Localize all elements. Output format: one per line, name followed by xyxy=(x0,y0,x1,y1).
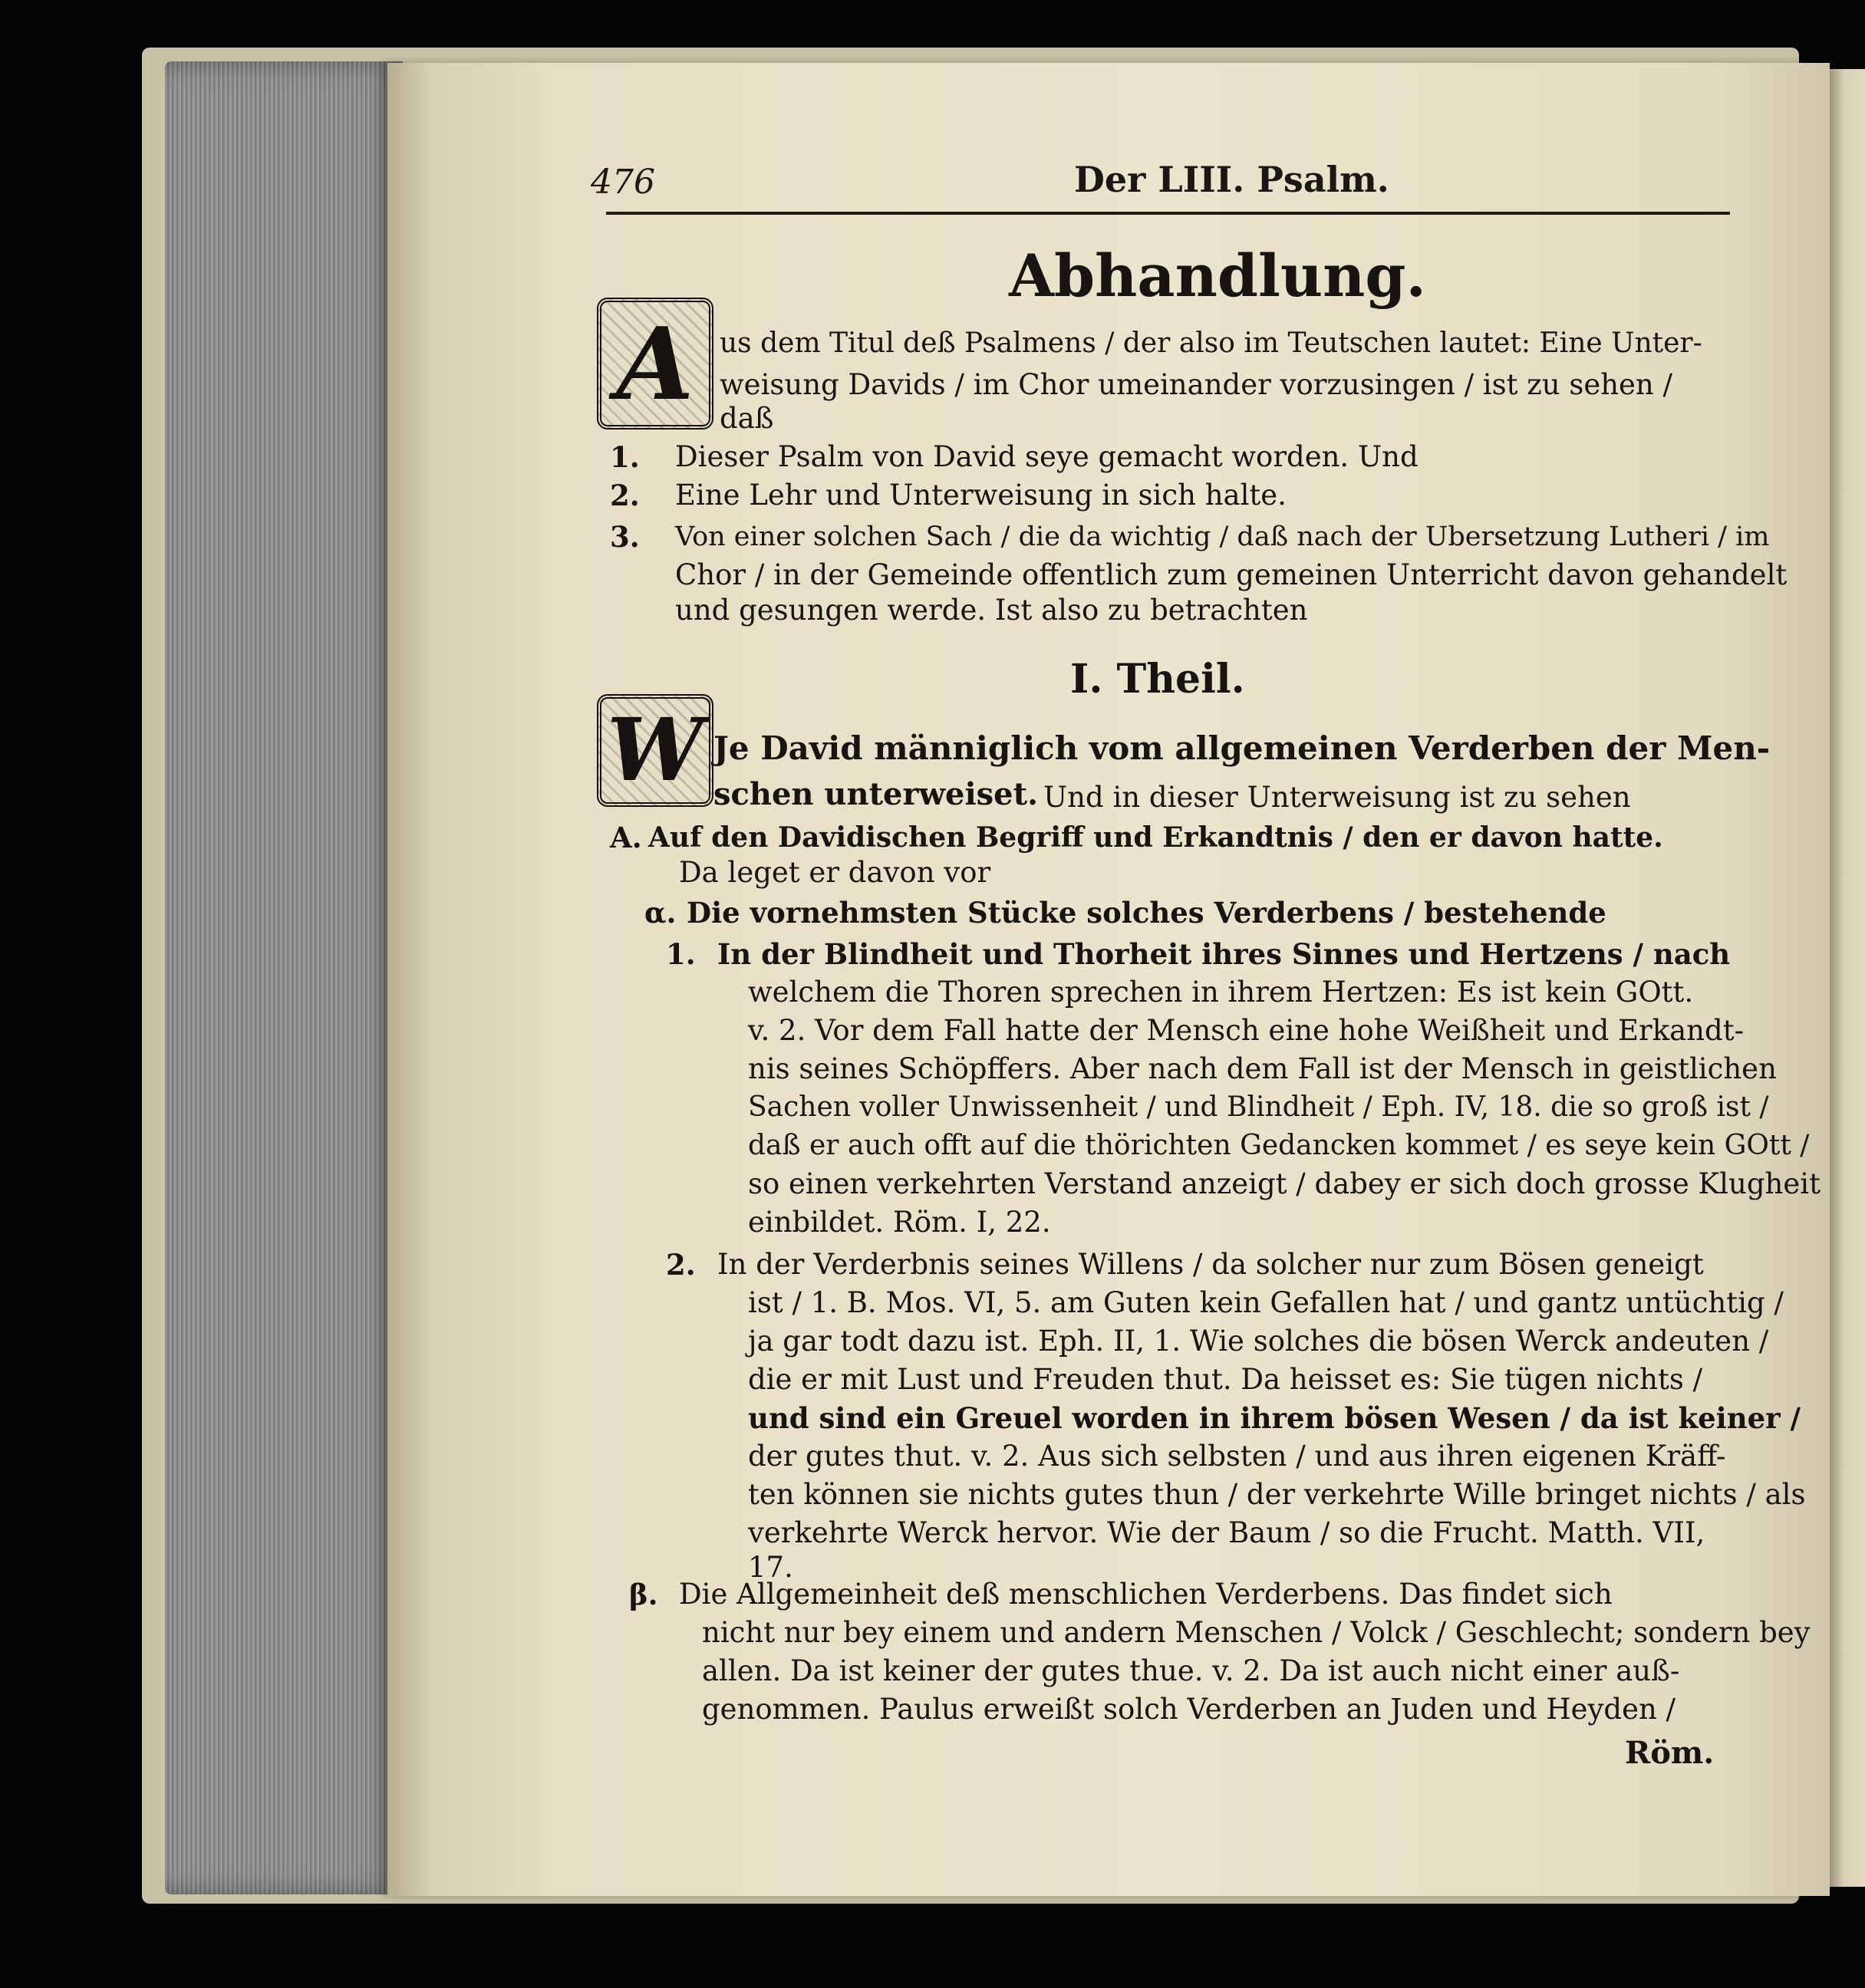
point-number-2: 2. xyxy=(610,479,640,512)
item-1-line-1: In der Blindheit und Thorheit ihres Sinnes und Hertzens / nach xyxy=(717,937,1731,971)
point-3-line-1: Von einer solchen Sach / die da wichtig / daß nach der Ubersetzung Lutheri / im xyxy=(675,522,1770,552)
item-2-line-7: ten können sie nichts gutes thun / der verkehrte Wille bringet nichts / als xyxy=(748,1478,1806,1511)
beta-line-2: nicht nur bey einem und andern Menschen / Volck / Geschlecht; sondern bey xyxy=(702,1616,1811,1649)
a-line-2: Da leget er davon vor xyxy=(679,856,991,889)
item-2-line-2: ist / 1. B. Mos. VI, 5. am Guten kein Gefallen hat / und gantz untüchtig / xyxy=(748,1286,1784,1319)
abhandlung-line-1: us dem Titul deß Psalmens / der also im Teutschen lautet: Eine Unter- xyxy=(720,327,1702,359)
point-3-line-3: und gesungen werde. Ist also zu betrachten xyxy=(675,594,1308,627)
item-1-line-8: einbildet. Röm. I, 22. xyxy=(748,1206,1051,1239)
item-2-line-6: der gutes thut. v. 2. Aus sich selbsten / und aus ihren eigenen Kräff- xyxy=(748,1440,1726,1473)
beta-line-1: Die Allgemeinheit deß menschlichen Verderbens. Das findet sich xyxy=(679,1578,1613,1611)
point-1-line-1: Dieser Psalm von David seye gemacht worden. Und xyxy=(675,440,1419,473)
point-3-line-2: Chor / in der Gemeinde offentlich zum gemeinen Unterricht davon gehandelt xyxy=(675,558,1788,591)
label-a: A. xyxy=(610,821,642,854)
item-1-line-5: Sachen voller Unwissenheit / und Blindheit / Eph. IV, 18. die so groß ist / xyxy=(748,1091,1769,1123)
abhandlung-line-3: daß xyxy=(720,402,774,435)
item-2-line-1: In der Verderbnis seines Willens / da solcher nur zum Bösen geneigt xyxy=(717,1248,1704,1281)
item-2-line-3: ja gar todt dazu ist. Eph. II, 1. Wie solches die bösen Werck andeuten / xyxy=(748,1325,1769,1358)
item-2-line-4: die er mit Lust und Freuden thut. Da heisset es: Sie tügen nichts / xyxy=(748,1363,1703,1396)
item-2-line-8: verkehrte Werck hervor. Wie der Baum / so die Frucht. Matth. VII, xyxy=(748,1516,1705,1549)
item-2-line-9: 17. xyxy=(748,1551,793,1584)
alpha-line: Die vornehmsten Stücke solches Verderbens / bestehende xyxy=(687,896,1606,930)
catchword: Röm. xyxy=(1625,1735,1715,1771)
item-2-line-5: und sind ein Greuel worden in ihrem bösen Wesen / da ist keiner / xyxy=(748,1401,1801,1435)
item-1-line-3: v. 2. Vor dem Fall hatte der Mensch eine hohe Weißheit und Erkandt- xyxy=(748,1014,1745,1047)
point-number-1: 1. xyxy=(610,440,640,474)
abhandlung-line-2: weisung Davids / im Chor umeinander vorzusingen / ist zu sehen / xyxy=(720,368,1672,401)
item-1-line-6: daß er auch offt auf die thörichten Gedancken kommet / es seye kein GOtt / xyxy=(748,1130,1810,1161)
facing-page-edge xyxy=(1830,69,1865,1887)
a-line-1: Auf den Davidischen Begriff und Erkandtnis / den er davon hatte. xyxy=(648,821,1663,854)
item-number-1: 1. xyxy=(666,937,696,971)
beta-line-3: allen. Da ist keiner der gutes thue. v. 2. Da ist auch nicht einer auß- xyxy=(702,1654,1680,1687)
beta-line-4: genommen. Paulus erweißt solch Verderben an Juden und Heyden / xyxy=(702,1693,1676,1726)
item-1-line-2: welchem die Thoren sprechen in ihrem Hertzen: Es ist kein GOtt. xyxy=(748,976,1694,1009)
page-number: 476 xyxy=(591,163,655,202)
label-beta: β. xyxy=(629,1578,658,1611)
decorated-initial-a: A xyxy=(597,298,713,430)
item-1-line-7: so einen verkehrten Verstand anzeigt / dabey er sich doch grosse Klugheit xyxy=(748,1167,1821,1200)
theil-intro-line-1: Je David männiglich vom allgemeinen Verderben der Men- xyxy=(713,729,1771,767)
item-number-2: 2. xyxy=(666,1248,696,1282)
section-title-theil: I. Theil. xyxy=(1070,656,1245,703)
section-title-abhandlung: Abhandlung. xyxy=(1009,242,1426,310)
theil-intro-line-2-rest: Und in dieser Unterweisung ist zu sehen xyxy=(1043,781,1631,814)
decorated-initial-w: W xyxy=(597,694,713,807)
running-title: Der LIII. Psalm. xyxy=(1074,159,1389,200)
head-rule xyxy=(606,212,1730,215)
page-stack-edge xyxy=(165,61,403,1894)
point-2-line-1: Eine Lehr und Unterweisung in sich halte. xyxy=(675,479,1287,512)
theil-intro-line-2-bold: schen unterweiset. xyxy=(713,776,1039,812)
item-1-line-4: nis seines Schöpffers. Aber nach dem Fall ist der Mensch in geistlichen xyxy=(748,1052,1777,1085)
label-alpha: α. xyxy=(644,896,677,930)
point-number-3: 3. xyxy=(610,520,640,554)
